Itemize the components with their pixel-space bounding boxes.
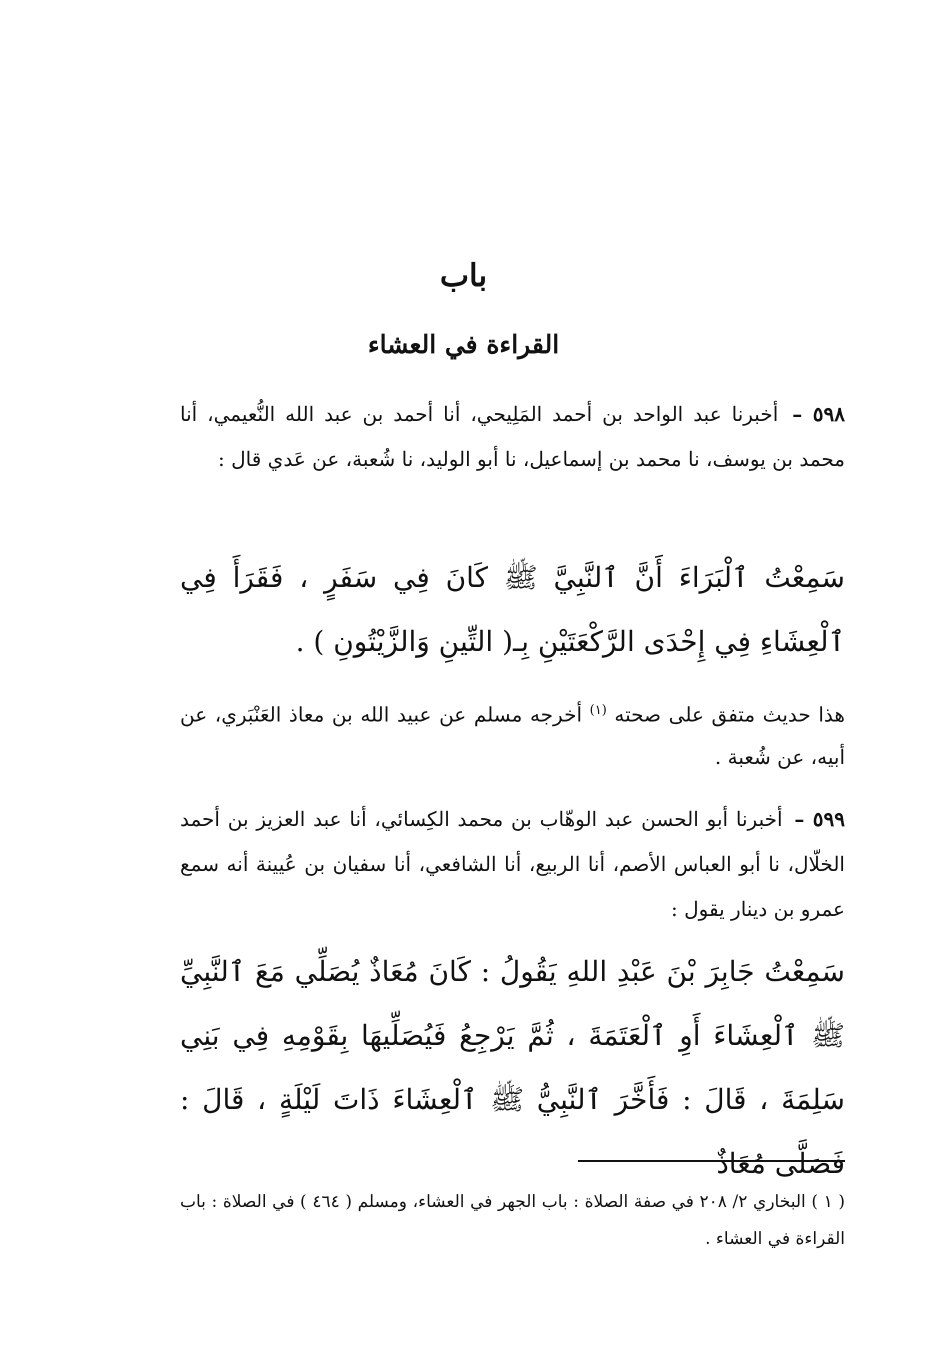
footnote-reference: (١)	[589, 703, 607, 718]
hadith-598-isnad: أخبرنا عبد الواحد بن أحمد المَلِيحي، أنا أحمد بن عبد الله النُّعيمي، أنا محمد بن يوسف، نا محمد بن إسماعيل، نا أبو الوليد، نا شُعبة، عن عَدي قال :	[180, 402, 845, 471]
hadith-598-number: ٥٩٨ –	[792, 402, 845, 426]
footnote-divider	[578, 1160, 845, 1162]
hadith-598-isnad-paragraph	[180, 392, 845, 482]
chapter-title: باب	[439, 258, 488, 294]
hadith-598-comment-end: أخرجه مسلم عن عبيد الله بن معاذ العَنْبَري، عن أبيه، عن شُعبة .	[180, 702, 845, 769]
hadith-598-comment	[180, 690, 845, 778]
section-title: القراءة في العشاء	[367, 330, 560, 359]
hadith-599-number: ٥٩٩ –	[794, 807, 845, 831]
hadith-598-matn-text: سَمِعْتُ ٱلْبَرَاءَ أَنَّ ٱلنَّبِيَّ ﷺ كَانَ فِي سَفَرٍ ، فَقَرَأَ فِي ٱلْعِشَاءِ فِي إِحْدَى الرَّكْعَتَيْنِ بِـ( التِّينِ وَالزَّيْتُونِ ) .	[180, 561, 845, 658]
footnote	[180, 1184, 845, 1258]
hadith-599-matn	[180, 940, 845, 1196]
hadith-599-isnad: أخبرنا أبو الحسن عبد الوهّاب بن محمد الكِسائي، أنا عبد العزيز بن أحمد الخلّال، نا أبو العباس الأصم، أنا الربيع، أنا الشافعي، أنا سفيان بن عُيينة أنه سمع عمرو بن دينار يقول :	[180, 807, 845, 921]
footnote-text: البخاري ٢/ ٢٠٨ في صفة الصلاة : باب الجهر في العشاء، ومسلم ( ٤٦٤ ) في الصلاة : باب القراءة في العشاء .	[180, 1192, 845, 1249]
hadith-599-matn-text: سَمِعْتُ جَابِرَ بْنَ عَبْدِ اللهِ يَقُولُ : كَانَ مُعَاذٌ يُصَلِّي مَعَ ٱلنَّبِيِّ ﷺ ٱلْعِشَاءَ أَوِ ٱلْعَتَمَةَ ، ثُمَّ يَرْجِعُ فَيُصَلِّيهَا بِقَوْمِهِ فِي بَنِي سَلِمَةَ ، قَالَ : فَأَخَّرَ ٱلنَّبِيُّ ﷺ ٱلْعِشَاءَ ذَاتَ لَيْلَةٍ ، قَالَ : فَصَلَّى مُعَاذٌ	[180, 955, 845, 1180]
hadith-598-matn	[180, 546, 845, 674]
hadith-599-isnad-paragraph	[180, 797, 845, 932]
footnote-marker: ( ١ )	[811, 1192, 845, 1212]
hadith-598-comment-start: هذا حديث متفق على صحته	[614, 702, 845, 727]
